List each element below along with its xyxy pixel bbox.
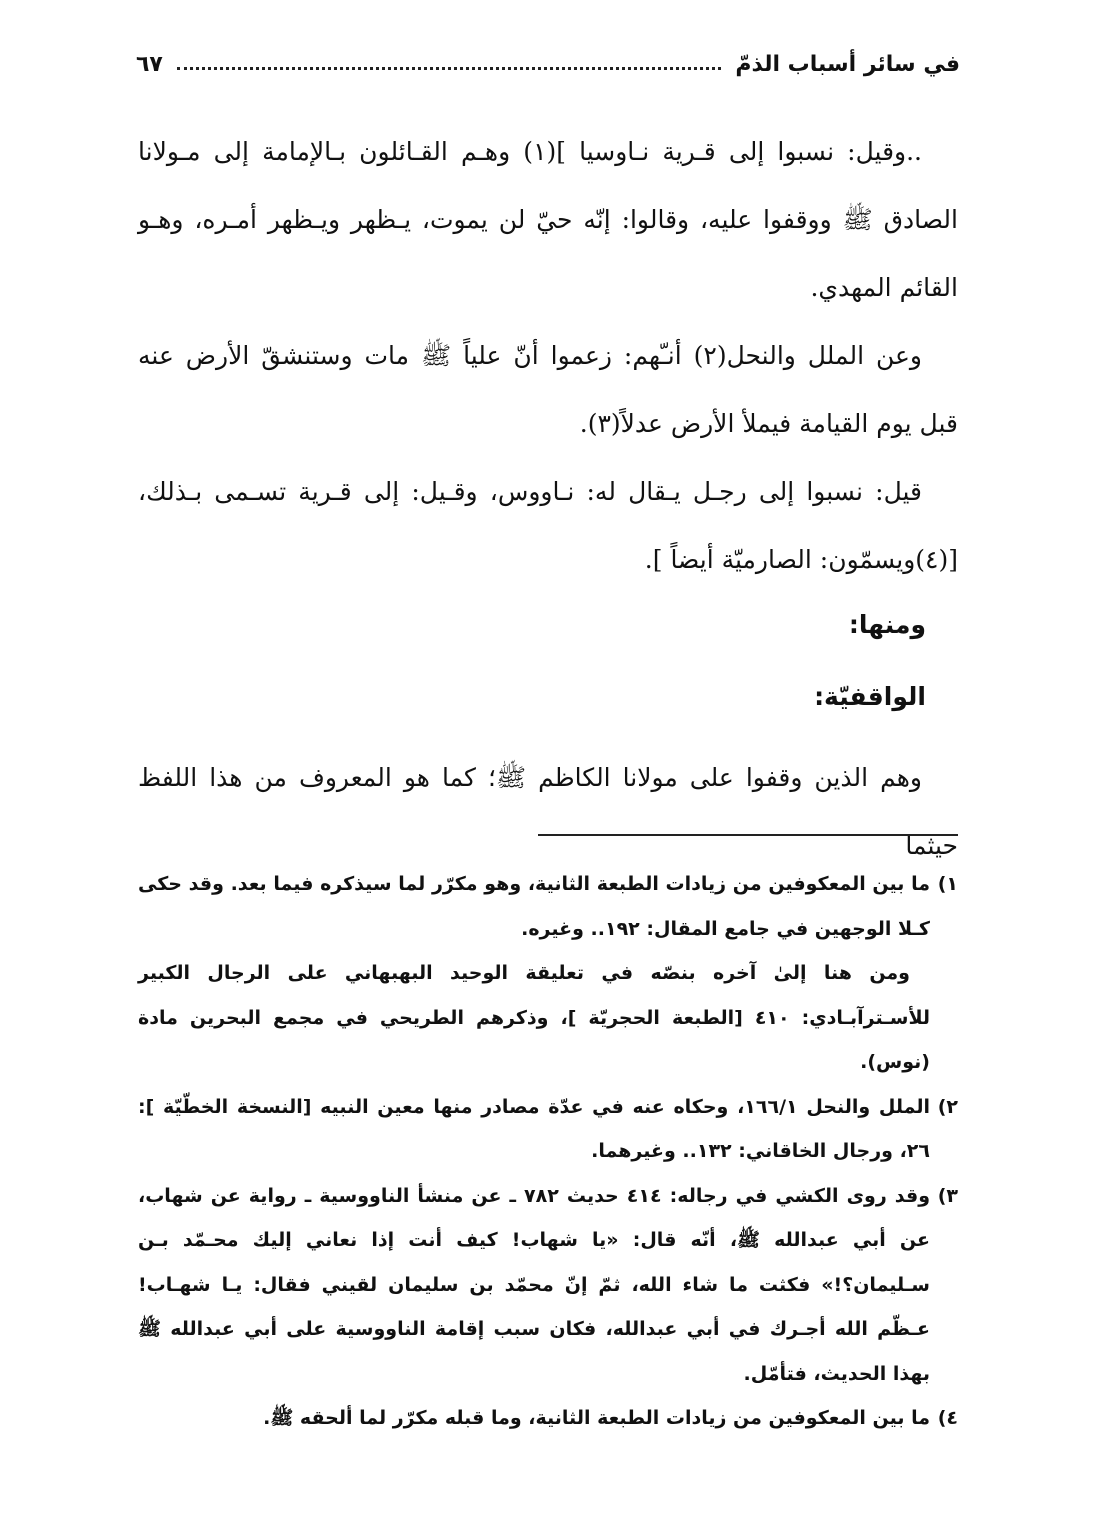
footnotes [138,862,958,1441]
footnote-number: ٣) [937,1184,958,1207]
footnote-text: ما بين المعكوفين من زيادات الطبعة الثانية، وهو مكرّر لما سيذكره فيما بعد. وقد حكى كـلا الوجهين في جامع المقال: ١٩٢.. وغيره. [138,873,930,940]
footnote-divider [538,834,958,836]
main-text-block-2 [138,744,958,880]
page-number: ٦٧ [136,51,163,77]
header-dotted-leader [177,67,722,70]
main-text-block-1 [138,118,958,594]
section-heading-minha: ومنها: [848,610,926,639]
footnote-number: ٤) [937,1407,958,1429]
footnote-text: وقد روى الكشي في رجاله: ٤١٤ حديث ٧٨٢ ـ عن منشأ الناووسية ـ رواية عن شهاب، عن أبي عبدالله ﷺ، أنّه قال: «يا شهاب! كيف أنت إذا نعاني إليك محـمّد بـن سـليمان؟!» فكثت ما شاء الله، ثمّ إنّ محمّد بن سليمان لقيني فقال: يـا شهـاب! عـظّم الله أجـرك في أبي عبدالله، فكان سبب إقامة الناووسية على أبي عبدالله ﷺ بهذا الحديث، فتأمّل. [138,1184,931,1385]
footnote-number: ٢) [937,1095,958,1118]
section-heading-waqifiyya: الواقفيّة: [814,682,926,711]
running-title: في سائر أسباب الذمّ [735,51,960,77]
footnote-4 [138,1396,958,1441]
footnote-3 [138,1174,958,1397]
footnote-text: ما بين المعكوفين من زيادات الطبعة الثانية، وما قبله مكرّر لما ألحقه ﷺ. [263,1407,930,1429]
footnote-1-continuation: ومن هنا إلىٰ آخره بنصّه في تعليقة الوحيد البهبهاني على الرجال الكبير للأسـترآبـادي: ٤١٠ [الطبعة الحجريّة ]، وذكرهم الطريحي في مجمع البحرين مادة (نوس). [138,962,930,1073]
page-header [136,44,960,84]
paragraph-3: قيل: نسبوا إلى رجـل يـقال له: نـاووس، وقـيل: إلى قـرية تسـمى بـذلك، [(٤)ويسمّون: الصارميّة أيضاً ]. [138,477,958,574]
footnote-2 [138,1085,958,1174]
paragraph-1: ..وقيل: نسبوا إلى قـرية نـاوسيا ](١) وهـم القـائلون بـالإمامة إلى مـولانا الصادق ﷺ ووقفوا عليه، وقالوا: إنّه حيّ لن يموت، يـظهر ويـظهر أمـره، وهـو القائم المهدي. [138,137,958,302]
footnote-number: ١) [937,873,958,895]
paragraph-2: وعن الملل والنحل(٢) أنـّهم: زعموا أنّ علياً ﷺ مات وستنشقّ الأرض عنه قبل يوم القيامة فيملأ الأرض عدلاً(٣). [138,341,958,438]
footnote-text: الملل والنحل ١٦٦/١، وحكاه عنه في عدّة مصادر منها معين النبيه [النسخة الخطّيّة ]: ٢٦، ورجال الخاقاني: ١٣٢.. وغيرهما. [138,1095,930,1162]
paragraph-4: وهم الذين وقفوا على مولانا الكاظم ﷺ؛ كما هو المعروف من هذا اللفظ حيثما [138,763,958,860]
footnote-1 [138,862,958,951]
